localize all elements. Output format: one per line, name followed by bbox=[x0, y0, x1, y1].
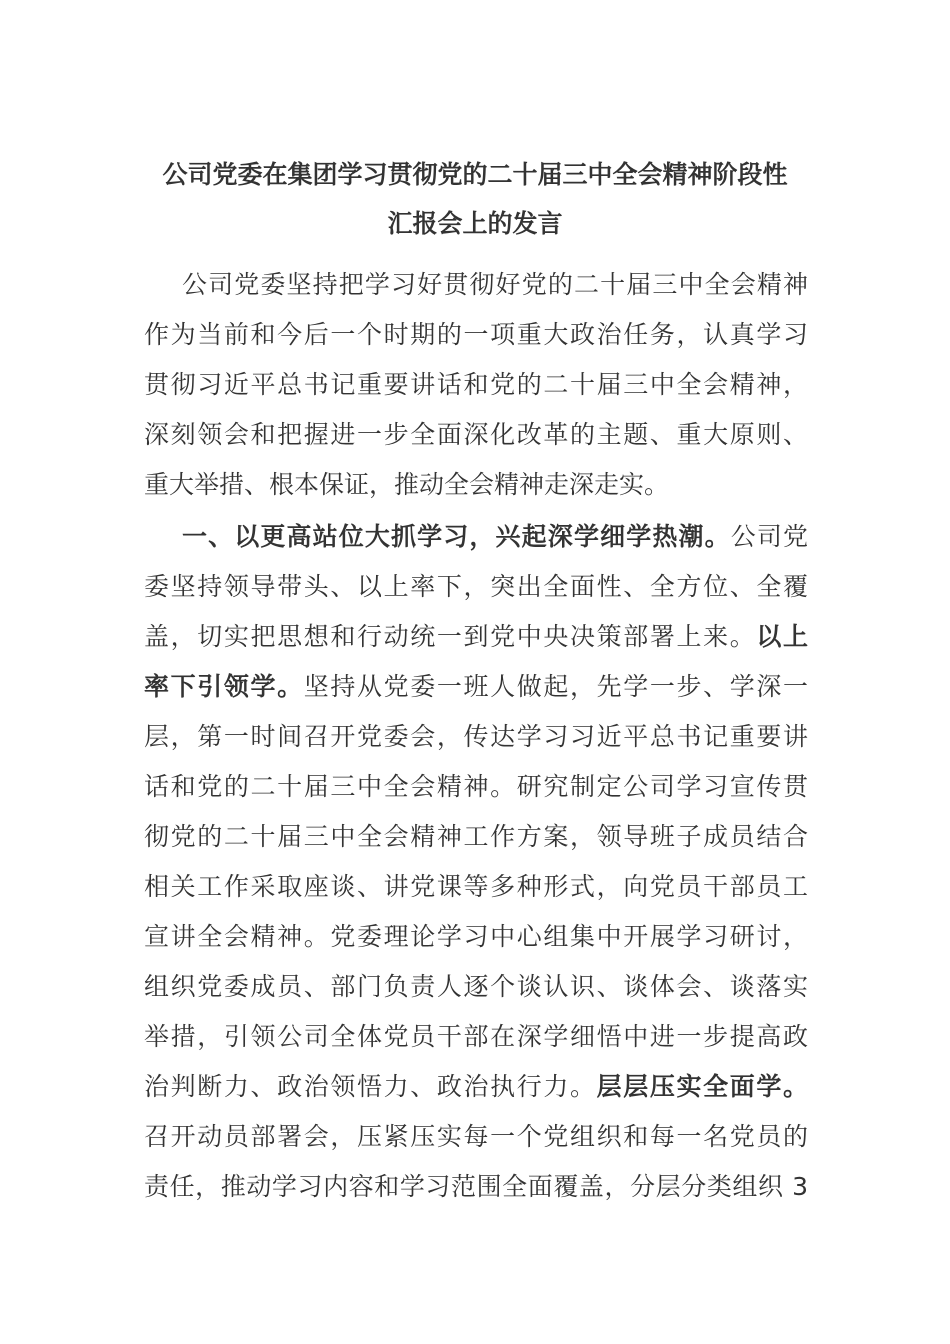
document-title-line-1: 公司党委在集团学习贯彻党的二十届三中全会精神阶段性 bbox=[162, 160, 788, 189]
subheading-start: 以上 bbox=[756, 622, 808, 651]
paragraph-line bbox=[144, 622, 808, 652]
paragraph-line: 举措，引领公司全体党员干部在深学细悟中进一步提高政 bbox=[144, 1022, 808, 1051]
paragraph-line bbox=[144, 1072, 808, 1102]
paragraph-line: 话和党的二十届三中全会精神。研究制定公司学习宣传贯 bbox=[144, 772, 808, 801]
paragraph-line: 责任，推动学习内容和学习范围全面覆盖，分层分类组织 3 bbox=[144, 1172, 808, 1201]
paragraph-line: 作为当前和今后一个时期的一项重大政治任务，认真学习 bbox=[144, 320, 808, 349]
paragraph-line: 委坚持领导带头、以上率下，突出全面性、全方位、全覆 bbox=[144, 572, 808, 601]
section-heading: 一、以更高站位大抓学习，兴起深学细学热潮。 bbox=[182, 522, 731, 551]
paragraph-line bbox=[144, 672, 808, 702]
inline-text: 公司党 bbox=[730, 522, 808, 551]
paragraph-line bbox=[182, 522, 808, 552]
inline-text: 治判断力、政治领悟力、政治执行力。 bbox=[144, 1072, 597, 1101]
subheading: 层层压实全面学。 bbox=[596, 1072, 808, 1101]
paragraph-line: 重大举措、根本保证，推动全会精神走深走实。 bbox=[144, 470, 670, 499]
subheading-end: 率下引领学。 bbox=[144, 672, 304, 701]
inline-text: 盖，切实把思想和行动统一到党中央决策部署上来。 bbox=[144, 622, 757, 651]
paragraph-line: 彻党的二十届三中全会精神工作方案，领导班子成员结合 bbox=[144, 822, 808, 851]
paragraph-line: 组织党委成员、部门负责人逐个谈认识、谈体会、谈落实 bbox=[144, 972, 808, 1001]
paragraph-line: 贯彻习近平总书记重要讲话和党的二十届三中全会精神， bbox=[144, 370, 808, 399]
document-title-line-2: 汇报会上的发言 bbox=[387, 209, 563, 238]
paragraph-line: 层，第一时间召开党委会，传达学习习近平总书记重要讲 bbox=[144, 722, 808, 751]
paragraph-line: 召开动员部署会，压紧压实每一个党组织和每一名党员的 bbox=[144, 1122, 808, 1151]
inline-text: 坚持从党委一班人做起，先学一步、学深一 bbox=[303, 672, 808, 701]
paragraph-line: 宣讲全会精神。党委理论学习中心组集中开展学习研讨， bbox=[144, 922, 808, 951]
paragraph-line: 深刻领会和把握进一步全面深化改革的主题、重大原则、 bbox=[144, 420, 808, 449]
paragraph-line: 公司党委坚持把学习好贯彻好党的二十届三中全会精神 bbox=[182, 270, 808, 299]
paragraph-line: 相关工作采取座谈、讲党课等多种形式，向党员干部员工 bbox=[144, 872, 808, 901]
